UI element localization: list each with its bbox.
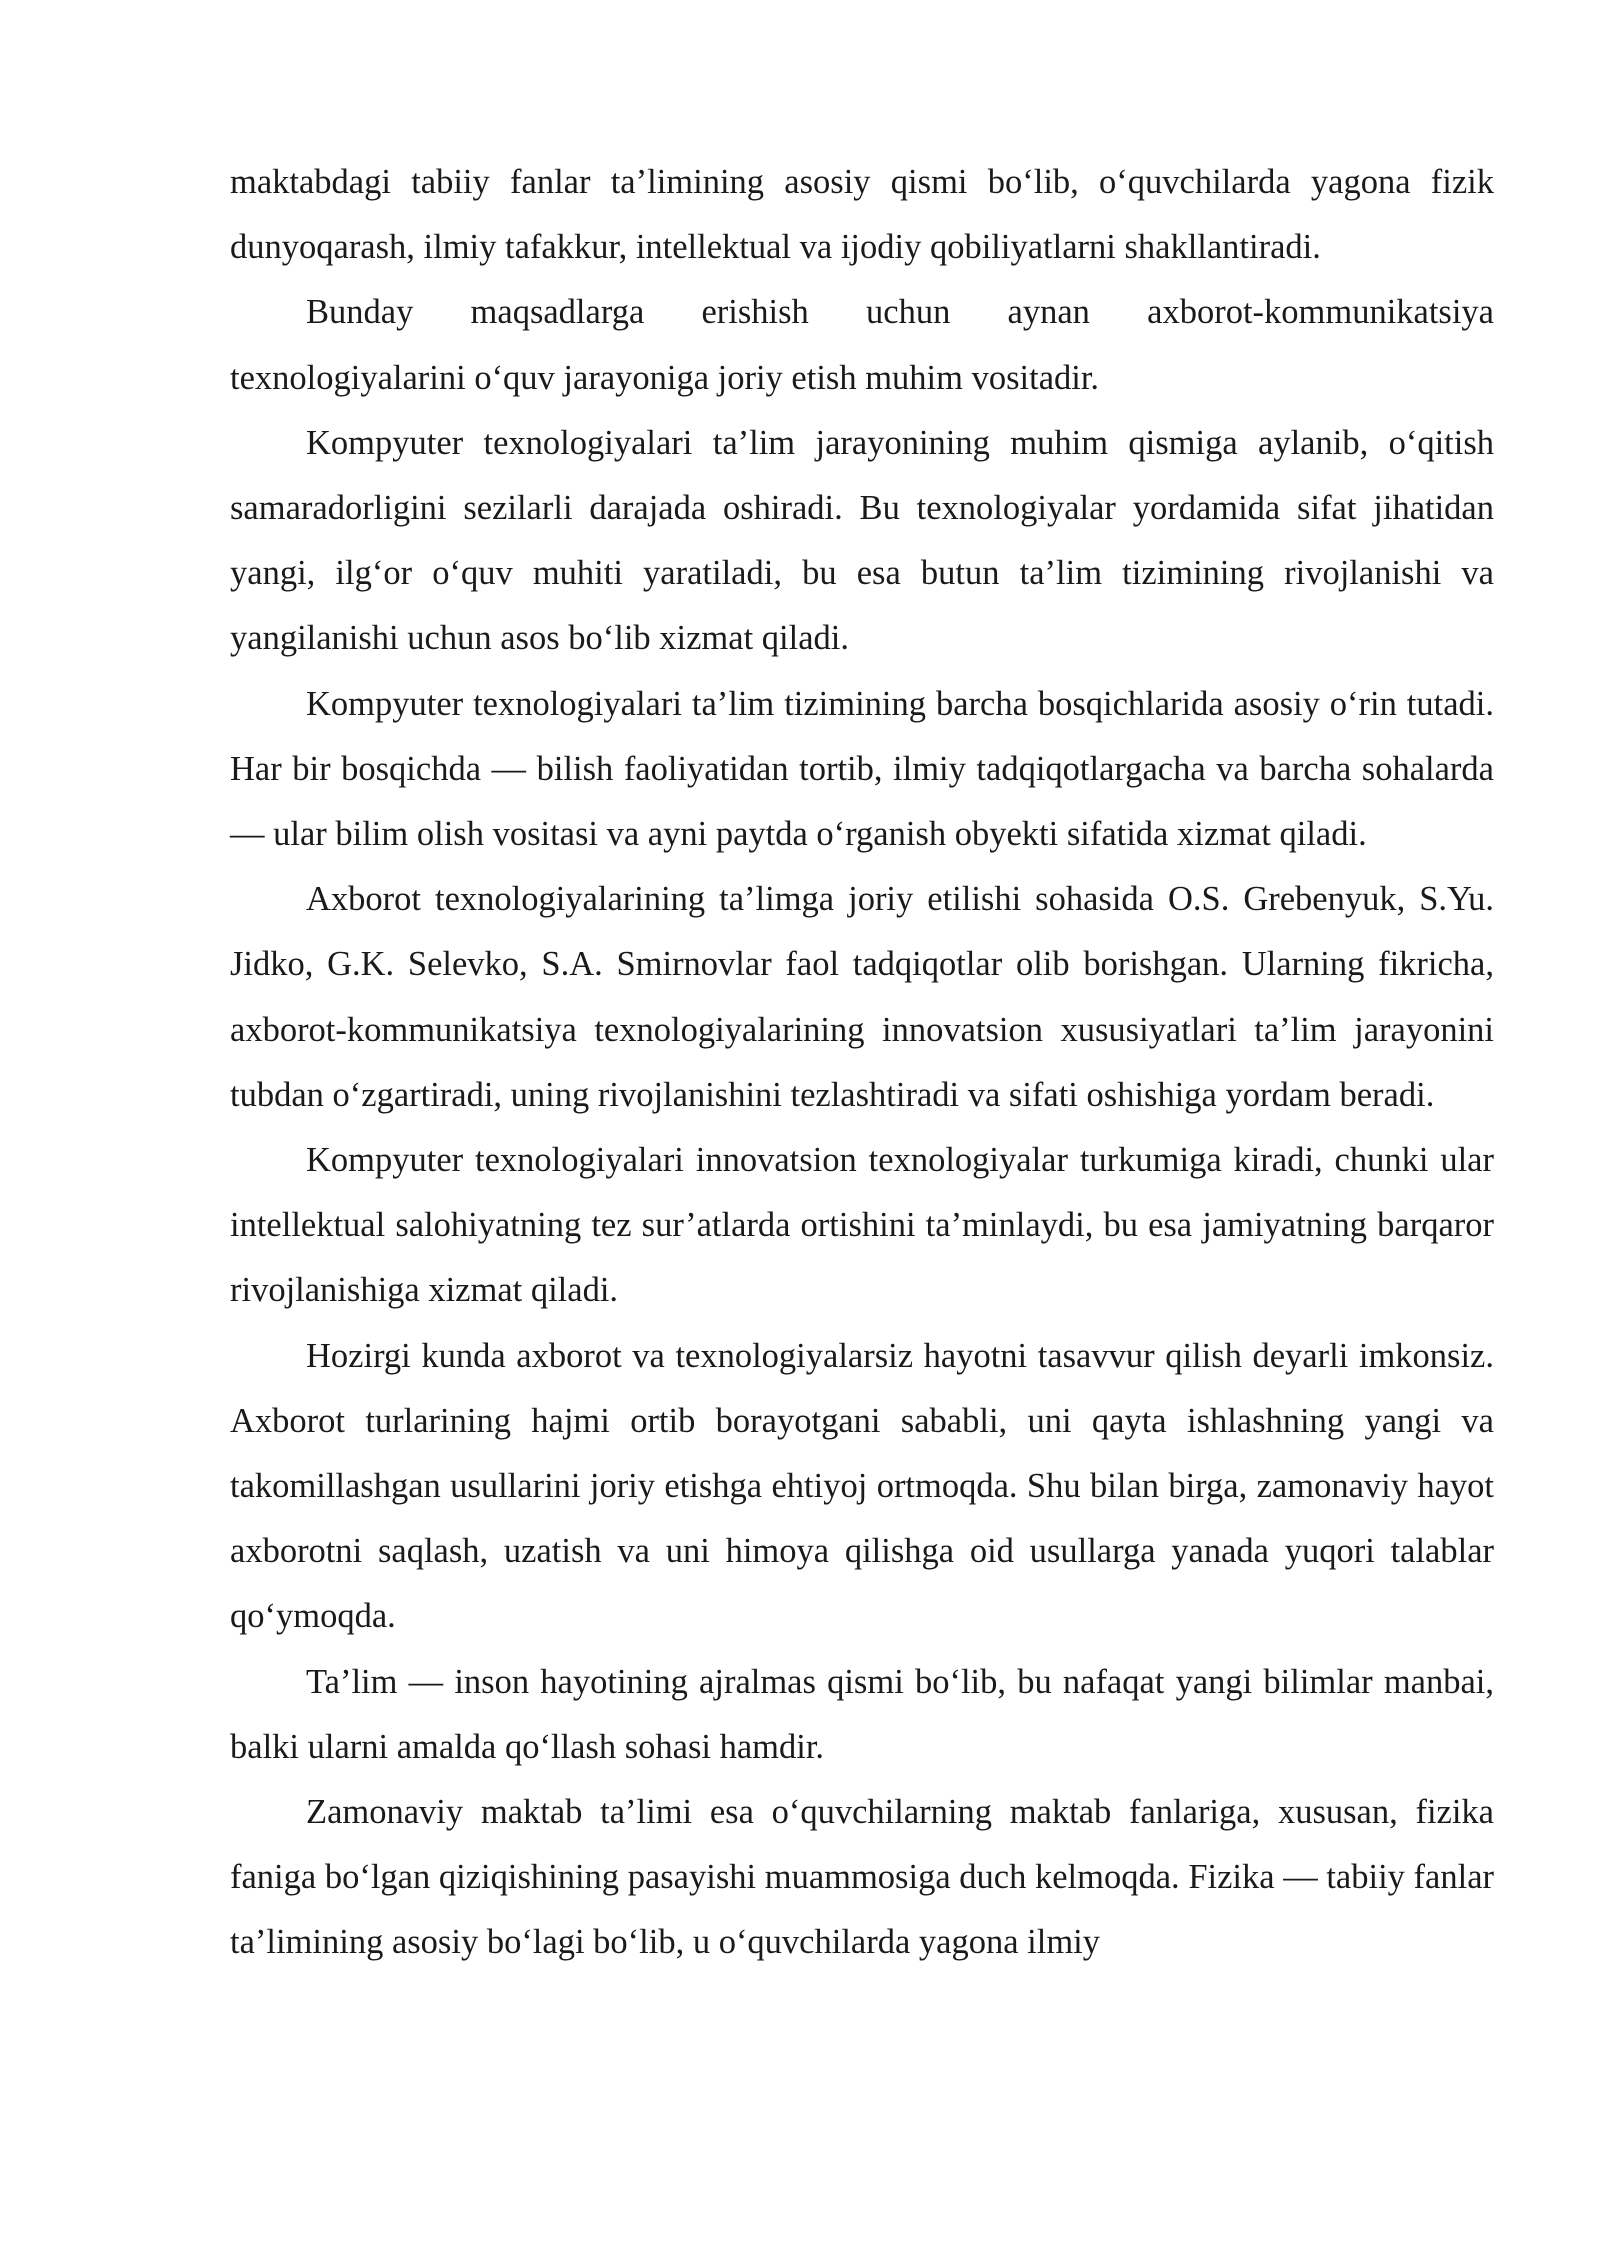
- paragraph: Zamonaviy maktab ta’limi esa o‘quvchilarning maktab fanlariga, xususan, fizika faniga bo‘lgan qiziqishining pasayishi muammosiga duch kelmoqda. Fizika — tabiiy fanlar ta’limining asosiy bo‘lagi bo‘lib, u o‘quvchilarda yagona ilmiy: [230, 1793, 1494, 1962]
- paragraph-continued: maktabdagi tabiiy fanlar ta’limining asosiy qismi bo‘lib, o‘quvchilarda yagona fizik dunyoqarash, ilmiy tafakkur, intellektual va ijodiy qobiliyatlarni shakllantiradi.: [230, 163, 1494, 267]
- paragraph: Kompyuter texnologiyalari ta’lim jarayonining muhim qismiga aylanib, o‘qitish samaradorligini sezilarli darajada oshiradi. Bu texnologiyalar yordamida sifat jihatidan yangi, ilg‘or o‘quv muhiti yaratiladi, bu esa butun ta’lim tizimining rivojlanishi va yangilanishi uchun asos bo‘lib xizmat qiladi.: [230, 423, 1494, 658]
- paragraph: Kompyuter texnologiyalari innovatsion texnologiyalar turkumiga kiradi, chunki ular intellektual salohiyatning tez sur’atlarda ortishini ta’minlaydi, bu esa jamiyatning barqaror rivojlanishiga xizmat qiladi.: [230, 1141, 1494, 1310]
- paragraph: Bunday maqsadlarga erishish uchun aynan axborot-kommunikatsiya texnologiyalarini o‘quv jarayoniga joriy etish muhim vositadir.: [230, 293, 1494, 397]
- paragraph: Hozirgi kunda axborot va texnologiyalarsiz hayotni tasavvur qilish deyarli imkonsiz. Axborot turlarining hajmi ortib borayotgani sababli, uni qayta ishlashning yangi va takomillashgan usullarini joriy etishga ehtiyoj ortmoqda. Shu bilan birga, zamonaviy hayot axborotni saqlash, uzatish va uni himoya qilishga oid usullarga yanada yuqori talablar qo‘ymoqda.: [230, 1336, 1494, 1636]
- paragraph: Axborot texnologiyalarining ta’limga joriy etilishi sohasida O.S. Grebenyuk, S.Yu. Jidko, G.K. Selevko, S.A. Smirnovlar faol tadqiqotlar olib borishgan. Ularning fikricha, axborot-kommunikatsiya texnologiyalarining innovatsion xususiyatlari ta’lim jarayonini tubdan o‘zgartiradi, uning rivojlanishini tezlashtiradi va sifati oshishiga yordam beradi.: [230, 880, 1494, 1114]
- paragraph: Kompyuter texnologiyalari ta’lim tizimining barcha bosqichlarida asosiy o‘rin tutadi. Har bir bosqichda — bilish faoliyatidan tortib, ilmiy tadqiqotlargacha va barcha sohalarda — ular bilim olish vositasi va ayni paytda o‘rganish obyekti sifatida xizmat qiladi.: [230, 684, 1494, 854]
- document-body: [230, 150, 1494, 1976]
- paragraph: Ta’lim — inson hayotining ajralmas qismi bo‘lib, bu nafaqat yangi bilimlar manbai, balki ularni amalda qo‘llash sohasi hamdir.: [230, 1662, 1494, 1766]
